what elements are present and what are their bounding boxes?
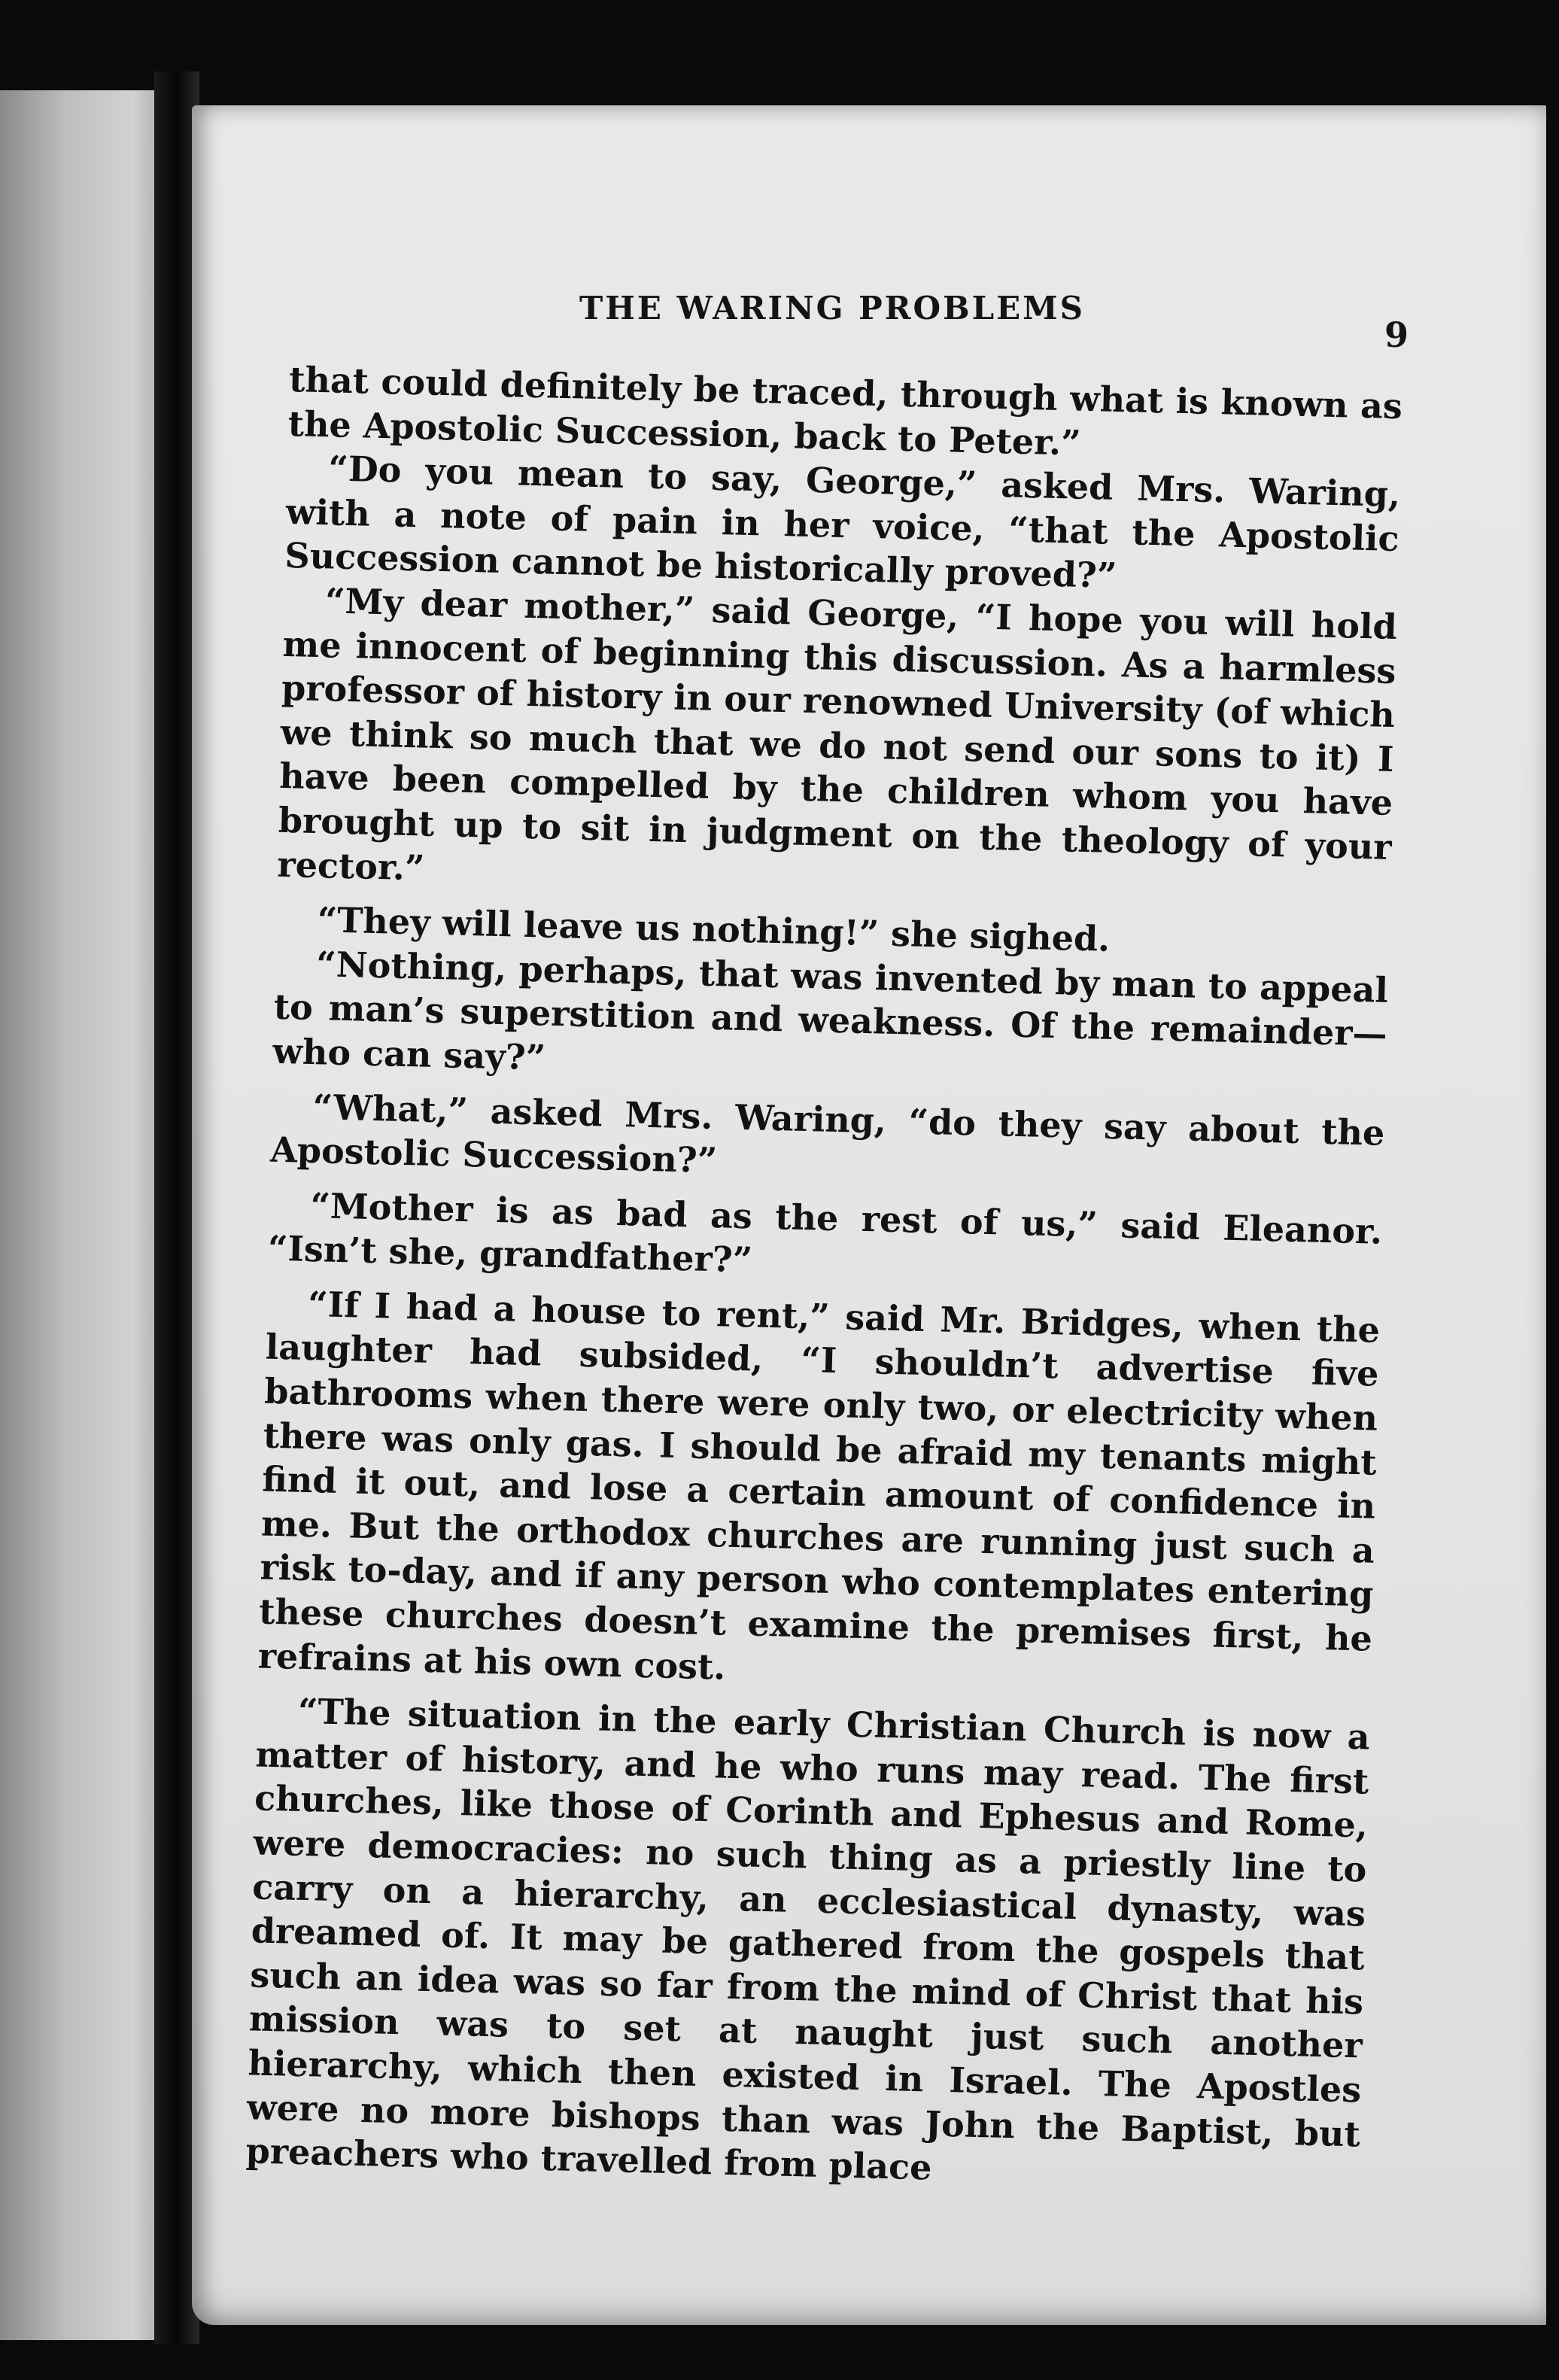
paragraph: “They will leave us nothing!” she sighed. xyxy=(317,899,1111,959)
facing-page-edge xyxy=(0,90,166,2340)
paragraph: “Nothing, perhaps, that was invented by man to appeal to man’s superstition and weakness. Of the remainder—who can say?” xyxy=(272,943,1389,1078)
paragraph: “My dear mother,” said George, “I hope you will hold me innocent of beginning this discussion. As a harmless professor of history in our renowned University (of which we think so much that we do not send our sons to it) I have been compelled by the children whom you have brought up to sit in judgment on the theology of your rector.” xyxy=(276,580,1398,889)
paragraph: that could definitely be traced, through what is known as the Apostolic Succession, back to Peter.” xyxy=(287,358,1403,464)
running-head-title: THE WARING PROBLEMS xyxy=(579,290,1086,327)
paragraph: “What,” asked Mrs. Waring, “do they say about the Apostolic Succession?” xyxy=(269,1086,1385,1181)
page-number: 9 xyxy=(1384,315,1409,355)
paragraph: “Do you mean to say, George,” asked Mrs. Waring, with a note of pain in her voice, “that the Apostolic Succession cannot be historically proved?” xyxy=(284,448,1401,597)
paragraph: “Mother is as bad as the rest of us,” said Eleanor. “Isn’t she, grandfather?” xyxy=(267,1184,1383,1281)
page-body xyxy=(245,357,1403,2200)
paragraph: “The situation in the early Christian Church is now a matter of history, and he who runs may read. The first churches, like those of Corinth and Ephesus and Rome, were democracies: no such thing as a priestly line to carry on a hierarchy, an ecclesiastical dynasty, was dreamed of. It may be gathered from the gospels that such an idea was so far from the mind of Christ that his mission was to set at naught just such another hierarchy, which then existed in Israel. The Apostles were no more bishops than was John the Baptist, but preachers who travelled from place xyxy=(245,1691,1371,2188)
paragraph: “If I had a house to rent,” said Mr. Bridges, when the laughter had subsided, “I shouldn’t advertise five bathrooms when there were only two, or electricity when there was only gas. I should be afraid my tenants might find it out, and lose a certain amount of confidence in me. But the orthodox churches are running just such a risk to-day, and if any person who contemplates entering these churches doesn’t examine the premises first, he refrains at his own cost. xyxy=(257,1283,1381,1688)
